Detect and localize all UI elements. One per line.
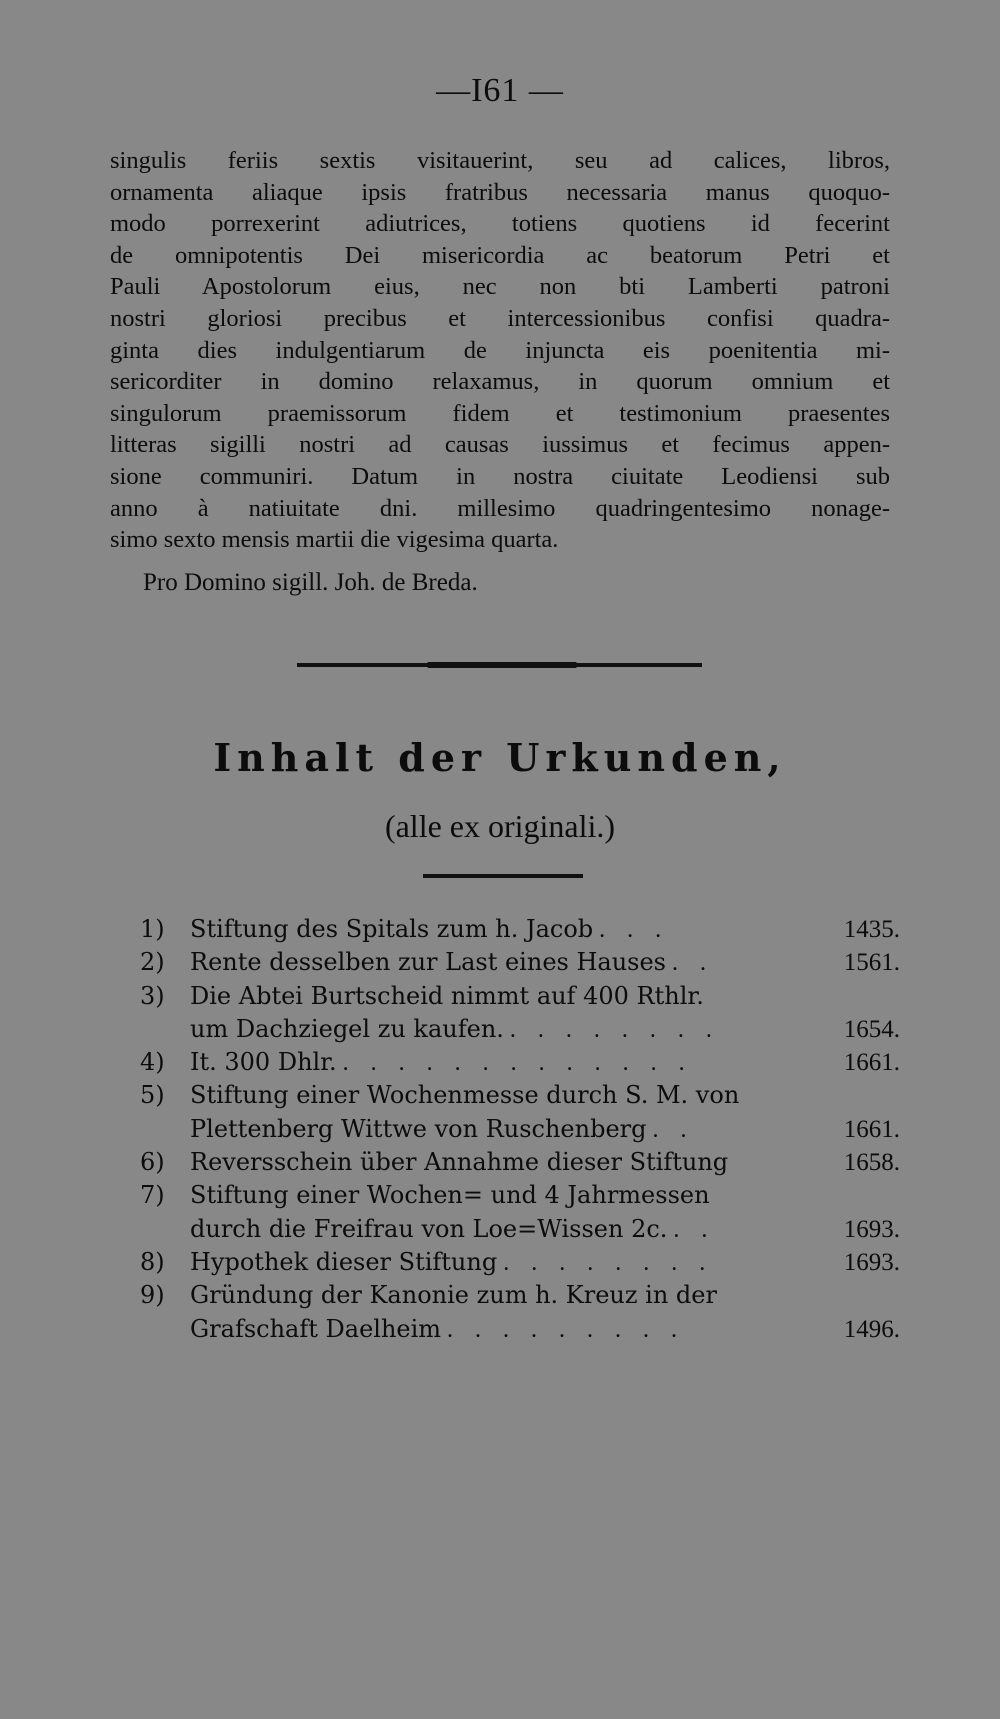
page-number: —I61 — <box>436 72 564 109</box>
contents-entry-line <box>140 913 900 946</box>
leader-dots: . . . . . . . . . <box>447 1316 686 1343</box>
contents-entry-line <box>140 1179 900 1212</box>
contents-entry <box>140 946 900 979</box>
entry-title: It. 300 Dhlr. <box>190 1048 337 1077</box>
text-line: Pauli Apostolorum eius, nec non bti Lamberti patroni <box>110 273 890 301</box>
entry-year: 1435. <box>843 916 900 943</box>
contents-entry-line <box>140 1146 900 1179</box>
entry-year: 1693. <box>843 1248 900 1276</box>
leader-dots: . . <box>673 1216 716 1243</box>
contents-entry <box>140 980 900 1047</box>
entry-title: Plettenberg Wittwe von Ruschenberg <box>190 1114 647 1143</box>
entry-number: 9) <box>140 1281 165 1310</box>
contents-entry-line <box>140 1113 900 1146</box>
entry-number: 8) <box>140 1247 165 1276</box>
text-line: anno à natiuitate dni. millesimo quadringentesimo nonage- <box>110 494 890 522</box>
entry-number: 3) <box>140 981 165 1010</box>
entry-title: Stiftung des Spitals zum h. Jacob <box>190 915 594 943</box>
contents-entry-line <box>140 1046 900 1079</box>
text-line: modo porrexerint adiutrices, totiens quotiens id fecerint <box>110 210 890 238</box>
text-line: litteras sigilli nostri ad causas iussimus et fecimus appen- <box>110 431 890 459</box>
divider-rule <box>423 874 583 878</box>
entry-title: Reversschein über Annahme dieser Stiftung <box>190 1148 729 1177</box>
entry-title: Die Abtei Burtscheid nimmt auf 400 Rthlr. <box>190 981 704 1010</box>
leader-dots: . . . . . . . . <box>503 1249 714 1276</box>
entry-number: 2) <box>140 948 165 977</box>
contents-heading: Inhalt der Urkunden, <box>213 735 787 780</box>
contents-entry <box>140 913 900 946</box>
entry-number: 4) <box>140 1048 165 1077</box>
entry-year: 1661. <box>843 1049 900 1077</box>
contents-entry-line <box>140 1079 900 1112</box>
contents-subheading: (alle ex originali.) <box>384 808 616 844</box>
contents-entry-line <box>140 1213 900 1246</box>
entry-number: 7) <box>140 1181 165 1210</box>
signature-line: Pro Domino sigill. Joh. de Breda. <box>143 569 478 596</box>
entry-title: Stiftung einer Wochen= und 4 Jahrmessen <box>190 1181 710 1210</box>
text-line: ginta dies indulgentiarum de injuncta eis poenitentia mi- <box>110 336 890 364</box>
leader-dots: . . . . . . . . <box>509 1016 720 1043</box>
contents-entry <box>140 1179 900 1246</box>
contents-entry-line <box>140 980 900 1013</box>
entry-number: 1) <box>140 915 165 943</box>
text-line: sione communiri. Datum in nostra ciuitate Leodiensi sub <box>110 462 890 490</box>
entry-number: 6) <box>140 1148 165 1177</box>
entry-year: 1661. <box>843 1115 900 1143</box>
contents-entry <box>140 1146 900 1179</box>
entry-title: Rente desselben zur Last eines Hauses <box>190 948 666 977</box>
contents-entry-line <box>140 1013 900 1046</box>
entry-title: Grafschaft Daelheim <box>190 1314 442 1343</box>
contents-entry-line <box>140 1246 900 1279</box>
text-line: singulis feriis sextis visitauerint, seu ad calices, libros, <box>110 147 890 174</box>
text-line: ornamenta aliaque ipsis fratribus necessaria manus quoquo- <box>110 178 890 206</box>
contents-entry-line <box>140 946 900 979</box>
entry-title: Hypothek dieser Stiftung <box>190 1247 498 1276</box>
entry-year: 1561. <box>843 949 900 977</box>
entry-title: Gründung der Kanonie zum h. Kreuz in der <box>190 1281 717 1310</box>
contents-list <box>140 913 900 1346</box>
contents-entry <box>140 1046 900 1079</box>
divider-rule <box>297 663 702 667</box>
contents-entry <box>140 1246 900 1279</box>
text-line: simo sexto mensis martii die vigesima quarta. <box>110 526 559 554</box>
contents-entry-line <box>140 1313 900 1346</box>
entry-title: Stiftung einer Wochenmesse durch S. M. von <box>190 1081 740 1110</box>
entry-title: um Dachziegel zu kaufen. <box>190 1014 504 1043</box>
contents-entry <box>140 1279 900 1346</box>
leader-dots: . . <box>652 1116 695 1143</box>
entry-year: 1496. <box>843 1315 900 1343</box>
entry-year: 1654. <box>843 1015 900 1043</box>
leader-dots: . . <box>672 950 714 977</box>
text-line: nostri gloriosi precibus et intercessionibus confisi quadra- <box>110 304 890 332</box>
contents-entry-line <box>140 1279 900 1312</box>
leader-dots: . . . <box>599 917 670 943</box>
text-line: sericorditer in domino relaxamus, in quorum omnium et <box>110 368 890 396</box>
entry-year: 1693. <box>843 1215 900 1243</box>
entry-year: 1658. <box>843 1149 900 1177</box>
entry-title: durch die Freifrau von Loe=Wissen 2c. <box>190 1214 668 1243</box>
leader-dots: . . . . . . . . . . . . . <box>342 1050 693 1077</box>
latin-text-block <box>110 145 890 556</box>
text-line: de omnipotentis Dei misericordia ac beatorum Petri et <box>110 241 890 269</box>
text-line: singulorum praemissorum fidem et testimonium praesentes <box>110 399 890 427</box>
entry-number: 5) <box>140 1081 165 1110</box>
contents-entry <box>140 1079 900 1146</box>
